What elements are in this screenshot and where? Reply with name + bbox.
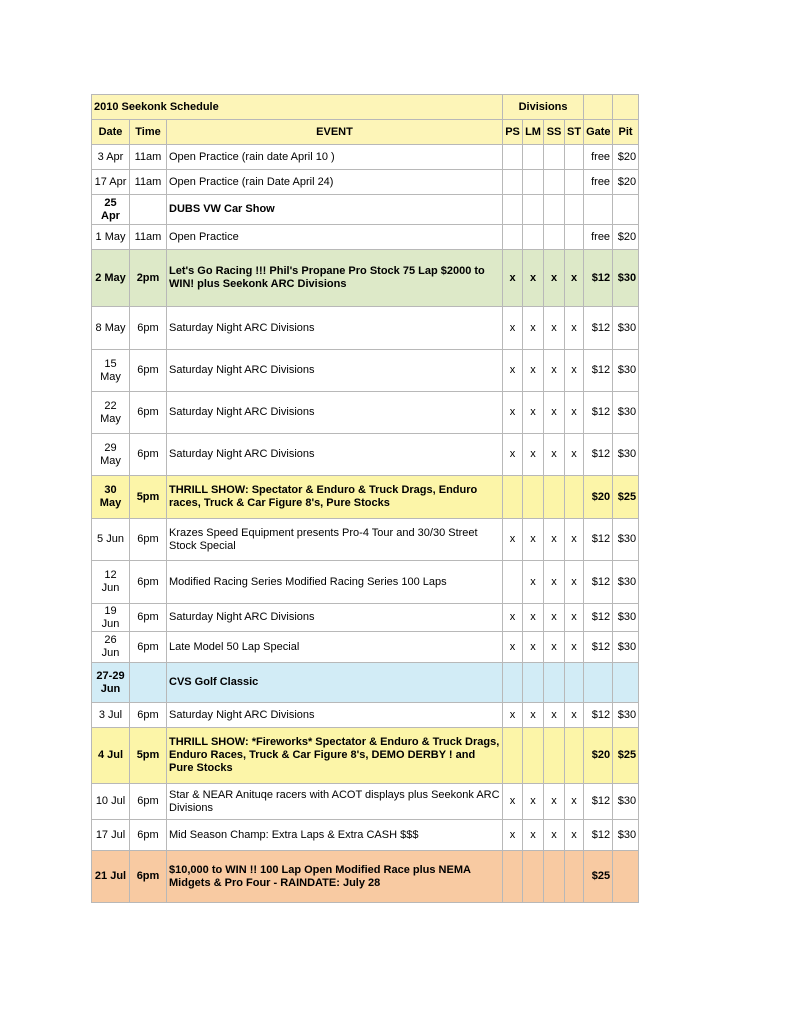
cell-event: Open Practice (rain date April 10 ) <box>167 145 503 170</box>
table-row <box>92 170 639 195</box>
cell-date: 3 Jul <box>92 703 130 728</box>
cell-date: 8 May <box>92 307 130 350</box>
cell-ss: x <box>544 350 565 392</box>
table-row <box>92 784 639 820</box>
table-row <box>92 851 639 903</box>
col-gate-header: Gate <box>584 120 613 145</box>
cell-pit: $30 <box>613 392 639 434</box>
cell-st <box>565 145 584 170</box>
cell-ps: x <box>503 784 523 820</box>
cell-pit: $30 <box>613 820 639 851</box>
cell-ps <box>503 170 523 195</box>
cell-gate: $12 <box>584 632 613 663</box>
col-ps-header: PS <box>503 120 523 145</box>
cell-gate: $12 <box>584 350 613 392</box>
cell-pit <box>613 195 639 225</box>
cell-ss: x <box>544 561 565 604</box>
cell-gate: free <box>584 145 613 170</box>
cell-date: 12 Jun <box>92 561 130 604</box>
cell-pit: $30 <box>613 350 639 392</box>
cell-date: 17 Jul <box>92 820 130 851</box>
cell-ps: x <box>503 307 523 350</box>
table-row <box>92 663 639 703</box>
cell-event: Saturday Night ARC Divisions <box>167 307 503 350</box>
cell-lm <box>523 851 544 903</box>
col-ss-header: SS <box>544 120 565 145</box>
cell-time: 6pm <box>130 851 167 903</box>
table-row <box>92 250 639 307</box>
cell-st <box>565 476 584 519</box>
cell-gate: $12 <box>584 434 613 476</box>
cell-st: x <box>565 392 584 434</box>
cell-time: 11am <box>130 225 167 250</box>
cell-date: 3 Apr <box>92 145 130 170</box>
cell-ss <box>544 476 565 519</box>
cell-pit: $30 <box>613 307 639 350</box>
cell-event: DUBS VW Car Show <box>167 195 503 225</box>
cell-ss <box>544 145 565 170</box>
cell-st: x <box>565 561 584 604</box>
cell-time: 6pm <box>130 820 167 851</box>
cell-ss: x <box>544 703 565 728</box>
cell-pit: $20 <box>613 145 639 170</box>
col-time-header: Time <box>130 120 167 145</box>
cell-st <box>565 225 584 250</box>
cell-time: 6pm <box>130 784 167 820</box>
cell-event: CVS Golf Classic <box>167 663 503 703</box>
cell-date: 22 May <box>92 392 130 434</box>
cell-lm: x <box>523 820 544 851</box>
table-row <box>92 632 639 663</box>
cell-lm: x <box>523 784 544 820</box>
cell-ss: x <box>544 250 565 307</box>
cell-date: 21 Jul <box>92 851 130 903</box>
cell-ps: x <box>503 350 523 392</box>
cell-pit: $25 <box>613 728 639 784</box>
cell-ss: x <box>544 434 565 476</box>
cell-event: Modified Racing Series Modified Racing Series 100 Laps <box>167 561 503 604</box>
table-row <box>92 307 639 350</box>
cell-time <box>130 663 167 703</box>
cell-ss <box>544 851 565 903</box>
cell-lm <box>523 145 544 170</box>
cell-date: 25 Apr <box>92 195 130 225</box>
cell-ps: x <box>503 392 523 434</box>
cell-ss: x <box>544 307 565 350</box>
cell-gate: $12 <box>584 784 613 820</box>
cell-ps <box>503 145 523 170</box>
cell-time: 6pm <box>130 307 167 350</box>
cell-event: Mid Season Champ: Extra Laps & Extra CASH $$$ <box>167 820 503 851</box>
table-row <box>92 820 639 851</box>
col-st-header: ST <box>565 120 584 145</box>
col-date-header: Date <box>92 120 130 145</box>
cell-pit: $30 <box>613 632 639 663</box>
cell-event: Saturday Night ARC Divisions <box>167 350 503 392</box>
table-row <box>92 703 639 728</box>
cell-time: 6pm <box>130 350 167 392</box>
cell-ps: x <box>503 703 523 728</box>
cell-lm <box>523 170 544 195</box>
schedule-table <box>91 94 639 903</box>
cell-st: x <box>565 250 584 307</box>
cell-pit: $20 <box>613 170 639 195</box>
cell-ps <box>503 195 523 225</box>
cell-event: THRILL SHOW: *Fireworks* Spectator & Enduro & Truck Drags, Enduro Races, Truck & Car Figure 8's, DEMO DERBY ! and Pure Stocks <box>167 728 503 784</box>
cell-event: Saturday Night ARC Divisions <box>167 604 503 632</box>
cell-st: x <box>565 350 584 392</box>
cell-lm <box>523 476 544 519</box>
cell-lm: x <box>523 632 544 663</box>
cell-time: 6pm <box>130 604 167 632</box>
cell-time: 11am <box>130 145 167 170</box>
cell-pit: $20 <box>613 225 639 250</box>
cell-st <box>565 195 584 225</box>
cell-ps <box>503 476 523 519</box>
cell-st <box>565 728 584 784</box>
cell-ps: x <box>503 820 523 851</box>
cell-st <box>565 170 584 195</box>
cell-lm: x <box>523 392 544 434</box>
cell-event: Saturday Night ARC Divisions <box>167 703 503 728</box>
table-row <box>92 604 639 632</box>
cell-ps <box>503 225 523 250</box>
cell-ss: x <box>544 632 565 663</box>
cell-pit: $30 <box>613 519 639 561</box>
cell-ps <box>503 561 523 604</box>
cell-ss: x <box>544 604 565 632</box>
cell-event: Let's Go Racing !!! Phil's Propane Pro Stock 75 Lap $2000 to WIN! plus Seekonk ARC Divisions <box>167 250 503 307</box>
cell-pit: $30 <box>613 434 639 476</box>
table-row <box>92 195 639 225</box>
cell-time: 6pm <box>130 703 167 728</box>
cell-pit: $30 <box>613 784 639 820</box>
cell-lm: x <box>523 434 544 476</box>
cell-time <box>130 195 167 225</box>
table-row <box>92 145 639 170</box>
cell-lm: x <box>523 250 544 307</box>
cell-gate: free <box>584 170 613 195</box>
cell-time: 2pm <box>130 250 167 307</box>
cell-time: 11am <box>130 170 167 195</box>
cell-date: 30 May <box>92 476 130 519</box>
cell-gate: $12 <box>584 561 613 604</box>
cell-pit <box>613 851 639 903</box>
cell-date: 26 Jun <box>92 632 130 663</box>
cell-lm: x <box>523 350 544 392</box>
cell-lm: x <box>523 519 544 561</box>
cell-ps: x <box>503 632 523 663</box>
cell-ps: x <box>503 604 523 632</box>
cell-gate: $20 <box>584 728 613 784</box>
cell-date: 4 Jul <box>92 728 130 784</box>
cell-date: 19 Jun <box>92 604 130 632</box>
cell-gate: free <box>584 225 613 250</box>
table-row <box>92 350 639 392</box>
table-row <box>92 561 639 604</box>
cell-date: 10 Jul <box>92 784 130 820</box>
cell-ps: x <box>503 519 523 561</box>
cell-st: x <box>565 434 584 476</box>
cell-gate: $12 <box>584 820 613 851</box>
cell-gate: $12 <box>584 703 613 728</box>
cell-lm <box>523 728 544 784</box>
cell-ss: x <box>544 784 565 820</box>
cell-event: Krazes Speed Equipment presents Pro-4 Tour and 30/30 Street Stock Special <box>167 519 503 561</box>
col-pit-header: Pit <box>613 120 639 145</box>
cell-event: Saturday Night ARC Divisions <box>167 434 503 476</box>
cell-event: Open Practice (rain Date April 24) <box>167 170 503 195</box>
cell-gate: $20 <box>584 476 613 519</box>
cell-lm: x <box>523 604 544 632</box>
cell-time: 6pm <box>130 434 167 476</box>
cell-pit: $30 <box>613 604 639 632</box>
cell-pit: $30 <box>613 561 639 604</box>
cell-gate: $12 <box>584 307 613 350</box>
cell-gate: $12 <box>584 250 613 307</box>
divisions-header: Divisions <box>503 95 584 120</box>
cell-gate <box>584 195 613 225</box>
cell-lm: x <box>523 307 544 350</box>
cell-time: 6pm <box>130 632 167 663</box>
col-event-header: EVENT <box>167 120 503 145</box>
cell-time: 5pm <box>130 728 167 784</box>
table-row <box>92 476 639 519</box>
cell-date: 17 Apr <box>92 170 130 195</box>
cell-lm: x <box>523 561 544 604</box>
cell-pit: $30 <box>613 250 639 307</box>
cell-time: 6pm <box>130 561 167 604</box>
schedule-title: 2010 Seekonk Schedule <box>92 95 503 120</box>
cell-st: x <box>565 703 584 728</box>
cell-ss <box>544 663 565 703</box>
cell-time: 6pm <box>130 519 167 561</box>
cell-ss <box>544 195 565 225</box>
cell-date: 2 May <box>92 250 130 307</box>
cell-lm: x <box>523 703 544 728</box>
cell-ss <box>544 225 565 250</box>
cell-ss: x <box>544 820 565 851</box>
cell-event: Saturday Night ARC Divisions <box>167 392 503 434</box>
cell-lm <box>523 195 544 225</box>
cell-ps: x <box>503 250 523 307</box>
cell-date: 15 May <box>92 350 130 392</box>
cell-gate: $12 <box>584 392 613 434</box>
cell-time: 6pm <box>130 392 167 434</box>
cell-st: x <box>565 784 584 820</box>
cell-ss: x <box>544 392 565 434</box>
cell-date: 1 May <box>92 225 130 250</box>
cell-pit: $30 <box>613 703 639 728</box>
cell-st <box>565 851 584 903</box>
cell-st: x <box>565 604 584 632</box>
cell-date: 5 Jun <box>92 519 130 561</box>
table-row <box>92 519 639 561</box>
col-lm-header: LM <box>523 120 544 145</box>
table-row <box>92 728 639 784</box>
cell-st <box>565 663 584 703</box>
cell-time: 5pm <box>130 476 167 519</box>
cell-event: Star & NEAR Anituqe racers with ACOT displays plus Seekonk ARC Divisions <box>167 784 503 820</box>
title-pit-blank <box>613 95 639 120</box>
table-row <box>92 434 639 476</box>
cell-event: THRILL SHOW: Spectator & Enduro & Truck Drags, Enduro races, Truck & Car Figure 8's, Pure Stocks <box>167 476 503 519</box>
cell-gate: $12 <box>584 604 613 632</box>
title-gate-blank <box>584 95 613 120</box>
cell-event: Open Practice <box>167 225 503 250</box>
cell-gate: $12 <box>584 519 613 561</box>
cell-event: $10,000 to WIN !! 100 Lap Open Modified Race plus NEMA Midgets & Pro Four - RAINDATE: July 28 <box>167 851 503 903</box>
cell-ss: x <box>544 519 565 561</box>
cell-pit <box>613 663 639 703</box>
cell-date: 29 May <box>92 434 130 476</box>
cell-pit: $25 <box>613 476 639 519</box>
cell-ps <box>503 851 523 903</box>
cell-event: Late Model 50 Lap Special <box>167 632 503 663</box>
cell-st: x <box>565 820 584 851</box>
cell-st: x <box>565 632 584 663</box>
cell-gate: $25 <box>584 851 613 903</box>
table-row <box>92 225 639 250</box>
cell-ss <box>544 170 565 195</box>
cell-st: x <box>565 307 584 350</box>
cell-lm <box>523 225 544 250</box>
cell-ps: x <box>503 434 523 476</box>
table-row <box>92 392 639 434</box>
cell-ss <box>544 728 565 784</box>
cell-ps <box>503 663 523 703</box>
cell-gate <box>584 663 613 703</box>
cell-st: x <box>565 519 584 561</box>
cell-date: 27-29 Jun <box>92 663 130 703</box>
cell-ps <box>503 728 523 784</box>
cell-lm <box>523 663 544 703</box>
